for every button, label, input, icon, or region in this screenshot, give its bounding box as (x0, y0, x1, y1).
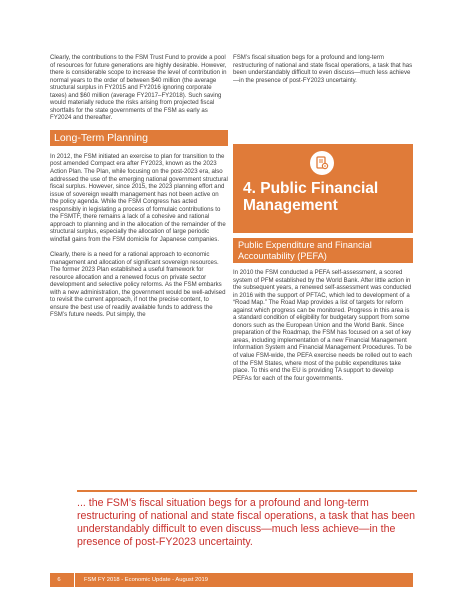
right-column-top (233, 54, 413, 92)
intro-paragraph: Clearly, the contributions to the FSM Trust Fund to provide a pool of resources for future generations are highly desirable. However, there is considerable scope to increase the level of contribution in normal years to the order of between $40 million (the average structural surplus in FY2015 and FY2016 ignoring corporate taxes) and $60 million (average FY2017–FY2018). Such saving would materially reduce the risks arising from projected fiscal shortfalls for the state governments of the FSM as early as FY2024 and thereafter. (50, 54, 227, 122)
page-number: 6 (57, 577, 61, 583)
chapter-header (233, 144, 413, 233)
pull-quote: ... the FSM’s fiscal situation begs for a profound and long-term restructuring of national and state fiscal operations, a task that has been understandably difficult to even discuss—much less achieve—in the presence of post-FY2023 uncertainty. (77, 490, 417, 549)
long-term-planning-paragraph-2: Clearly, there is a need for a rational approach to economic management and allocation of significant sovereign resources. The former 2023 Plan established a useful framework for resource allocation and a renewed focus on private sector development and selective policy reforms. As the FSM embarks with a new administration, the government would be well-advised to revisit the current approach, if not the precise content, to ensure the best use of readily available funds to address the FSM’s future needs. Put simply, the (50, 250, 226, 319)
long-term-planning-paragraph-1: In 2012, the FSM initiated an exercise to plan for transition to the post amended Compact era after FY2023, known as the 2023 Action Plan. The Plan, while focusing on the post-2023 era, also addressed the use of the emerging national government structural fiscal surplus. However, since 2015, the 2023 planning effort and issue of sovereign wealth management has not been active on the policy agenda. While the FSM Congress has acted responsibly in legislating a process of formulaic contributions to the FSMTF, there remains a lack of a cohesive and rational approach to planning and in the allocation of the remainder of the structural surplus, especially the allocation of large periodic windfall gains from the FSM domicile for Japanese companies. (50, 152, 228, 243)
left-column (50, 54, 228, 326)
continuation-paragraph: FSM’s fiscal situation begs for a profound and long-term restructuring of national and state fiscal operations, a task that has been understandably difficult to even discuss—much less achieve—in the presence of post-FY2023 uncertainty. (233, 54, 413, 84)
footer-divider (74, 573, 75, 587)
chapter-title: 4. Public Financial Management (243, 180, 379, 214)
footer-title: FSM FY 2018 - Economic Update - August 2019 (84, 577, 208, 583)
document-gear-icon (310, 151, 334, 175)
section-heading-long-term-planning: Long-Term Planning (50, 130, 228, 146)
page-footer (50, 573, 413, 587)
pefa-paragraph: In 2010 the FSM conducted a PEFA self-assessment, a scored system of PFM established by the World Bank. After little action in the subsequent years, a renewed self-assessment was conducted in 2016 with the support of PFTAC, which led to development of a “Road Map.” The Road Map provides a list of targets for reform against which progress can be monitored. Progress in this area is a standard condition of eligibility for budgetary support from some donors such as the European Union and the World Bank. Since preparation of the Roadmap, the FSM has focused on a set of key areas, including implementation of a new Financial Management Information System and Financial Management Procedures. To be of value FSM-wide, the PEFA exercise needs be rolled out to each of the FSM States, where most of the public expenditures take place. To this end the EU is providing TA support to develop PEFAs for each of the four governments. (233, 269, 412, 382)
subsection-heading-pefa: Public Expenditure and Financial Accountability (PEFA) (233, 238, 413, 263)
right-column-bottom (233, 269, 413, 390)
